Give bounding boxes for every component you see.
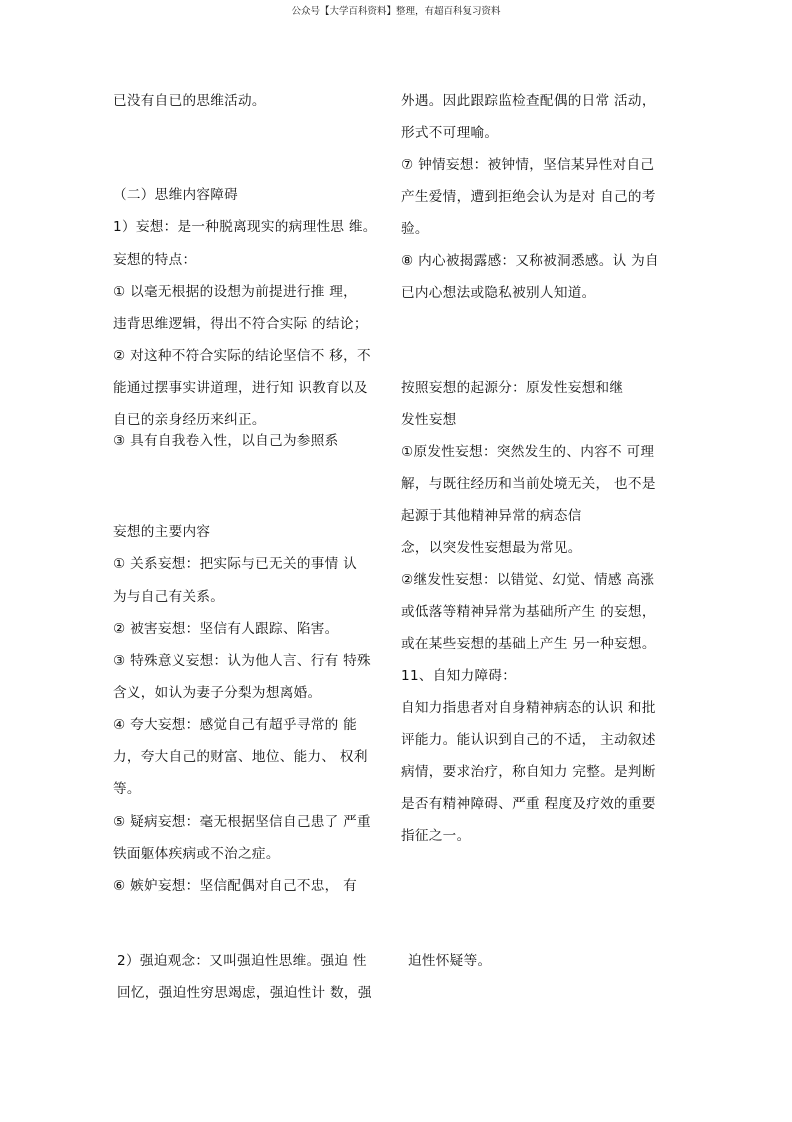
text-line: ⑦ 钟情妄想：被钟情，坚信某异性对自己 [401, 157, 655, 173]
text-line: 1）妄想：是一种脱离现实的病理性思 维。 [113, 219, 377, 235]
text-line: 起源于其他精神异常的病态信 [401, 508, 582, 524]
text-line: 念，以突发性妄想最为常见。 [401, 540, 582, 556]
text-line: 已内心想法或隐私被别人知道。 [401, 285, 596, 301]
text-line: 力，夸大自己的财富、地位、能力、 权利 [113, 749, 368, 765]
text-line: 含义，如认为妻子分梨为想离婚。 [113, 685, 322, 701]
text-line: 评能力。能认识到自己的不适， 主动叙述 [401, 732, 656, 748]
text-line: 自知力指患者对自身精神病态的认识 和批 [401, 700, 656, 716]
text-line: 已没有自已的思维活动。 [113, 93, 266, 109]
text-line: 回忆，强迫性穷思竭虑，强迫性计 数，强 [117, 985, 372, 1001]
text-line: ③ 特殊意义妄想：认为他人言、行有 特殊 [113, 653, 371, 669]
text-line: ⑧ 内心被揭露感：又称被洞悉感。认 为自 [401, 253, 659, 269]
text-line: 等。 [113, 781, 141, 797]
text-line: ① 以毫无根据的设想为前提进行推 理， [113, 284, 358, 300]
text-line: ②继发性妄想：以错觉、幻觉、情感 高涨 [401, 572, 655, 588]
text-line: 或在某些妄想的基础上产生 另一种妄想。 [401, 636, 656, 652]
text-line: 指征之一。 [401, 828, 471, 844]
text-line: 妄想的特点： [113, 252, 197, 268]
text-line: ⑥ 嫉妒妄想：坚信配偶对自己不忠， 有 [113, 878, 358, 894]
text-line: 自已的亲身经历来纠正。 [113, 412, 266, 428]
text-line: 2）强迫观念：又叫强迫性思维。强迫 性 [117, 953, 367, 969]
text-line: 违背思维逻辑，得出不符合实际 的结论； [113, 316, 368, 332]
text-line: 外遇。因此跟踪监检查配偶的日常 活动， [401, 93, 656, 109]
text-line: ④ 夸大妄想：感觉自己有超乎寻常的 能 [113, 717, 358, 733]
text-line: 能通过摆事实讲道理，进行知 识教育以及 [113, 380, 368, 396]
text-line: 产生爱情，遭到拒绝会认为是对 自己的考 [401, 189, 656, 205]
text-line: 或低落等精神异常为基础所产生 的妄想， [401, 604, 656, 620]
text-line: 铁面躯体疾病或不治之症。 [113, 846, 280, 862]
text-line: ② 对这种不符合实际的结论坚信不 移，不 [113, 348, 371, 364]
page-header: 公众号【大学百科资料】整理，有超百科复习资料 [291, 6, 501, 17]
section-heading: 11、自知力障碍： [401, 668, 517, 684]
text-line: 按照妄想的起源分：原发性妄想和继 [401, 380, 624, 396]
text-line: 病情，要求治疗，称自知力 完整。是判断 [401, 764, 656, 780]
text-line: 形式不可理喻。 [401, 125, 499, 141]
text-line: 解，与既往经历和当前处境无关， 也不是 [401, 476, 656, 492]
section-heading: （二）思维内容障碍 [113, 187, 239, 203]
text-line: 发性妄想 [401, 412, 457, 428]
text-line: ①原发性妄想：突然发生的、内容不 可理 [401, 444, 655, 460]
text-line: 为与自己有关系。 [113, 589, 225, 605]
text-line: ⑤ 疑病妄想：毫无根据坚信自己患了 严重 [113, 814, 371, 830]
text-line: 迫性怀疑等。 [408, 953, 492, 969]
text-line: ② 被害妄想：坚信有人跟踪、陷害。 [113, 621, 339, 637]
text-line: 是否有精神障碍、严重 程度及疗效的重要 [401, 796, 656, 812]
text-line: 妄想的主要内容 [113, 524, 211, 540]
text-line: ③ 具有自我卷入性，以自己为参照系 [113, 433, 339, 449]
text-line: 验。 [401, 221, 429, 237]
text-line: ① 关系妄想：把实际与已无关的事情 认 [113, 556, 358, 572]
